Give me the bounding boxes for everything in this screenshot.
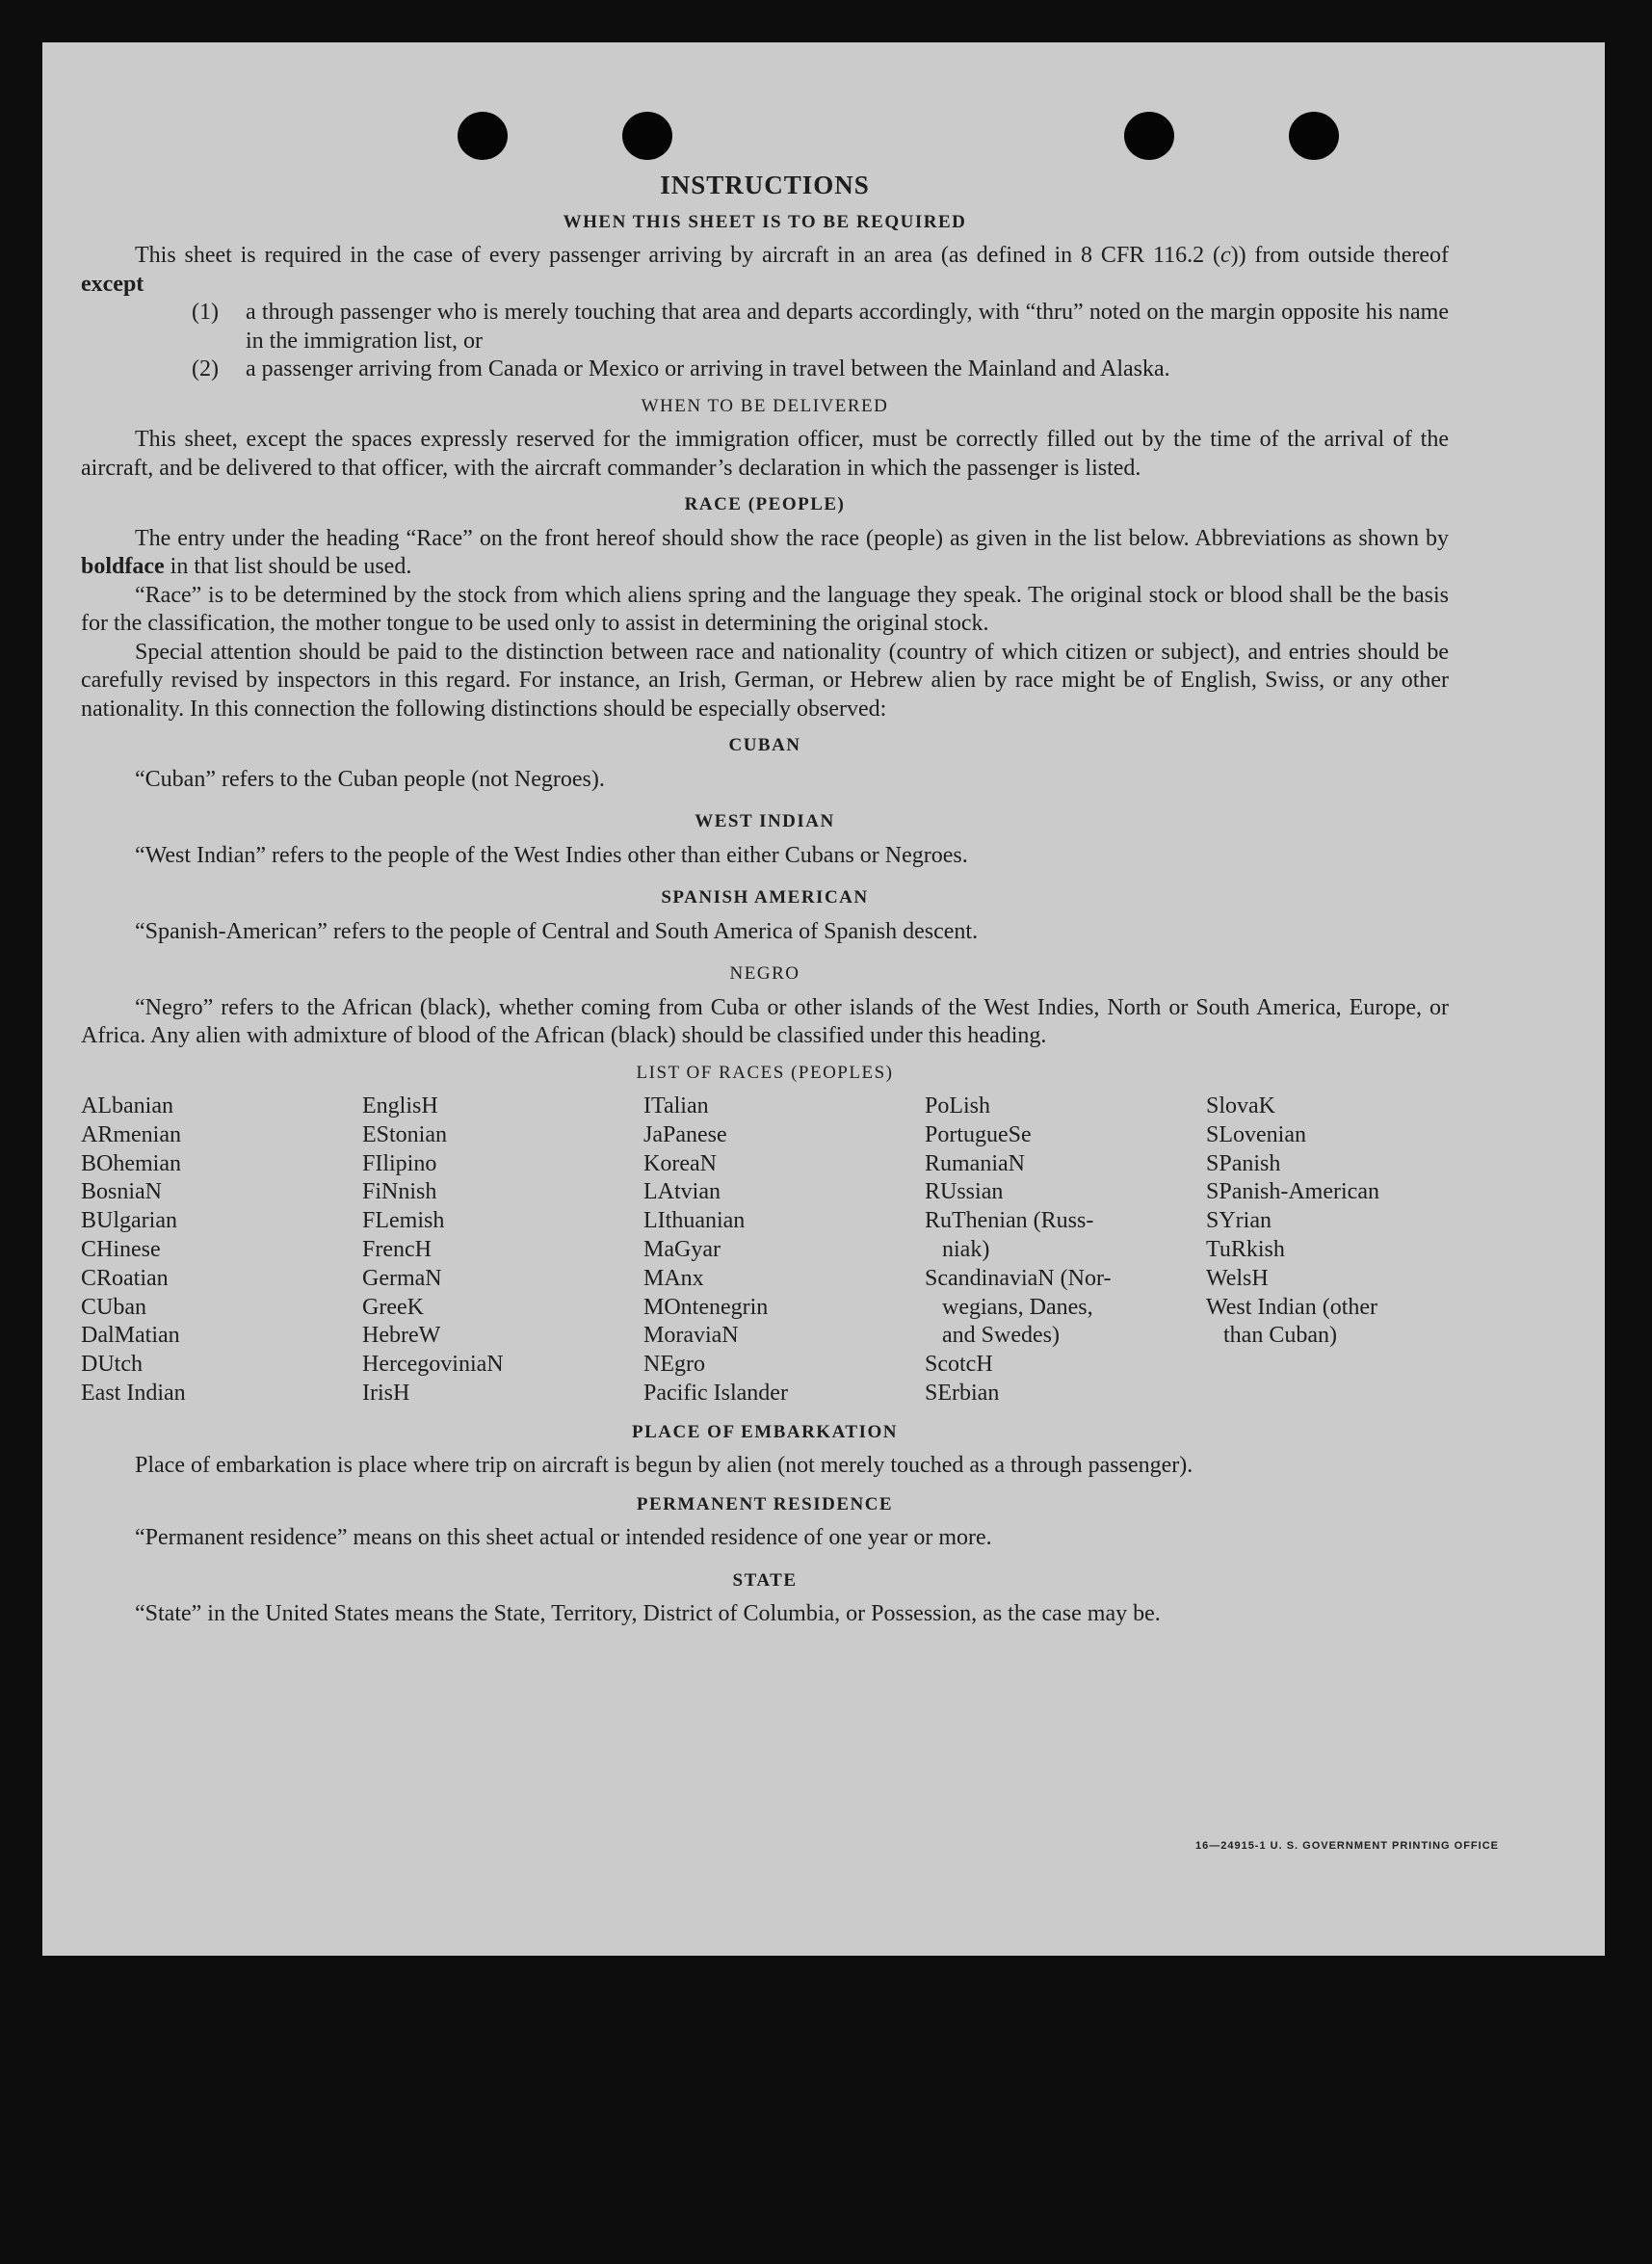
item-text: a passenger arriving from Canada or Mexico or arriving in travel between the Mainland and Alaska. xyxy=(246,356,1170,382)
race-entry: wegians, Danes, xyxy=(925,1294,1093,1320)
race-entry: SPanish-American xyxy=(1206,1179,1379,1205)
section-heading-delivered: WHEN TO BE DELIVERED xyxy=(641,395,889,416)
section-heading-negro: NEGRO xyxy=(729,963,800,984)
section-heading-residence: PERMANENT RESIDENCE xyxy=(636,1493,894,1514)
race-entry: MaGyar xyxy=(643,1236,721,1262)
race-entry: GermaN xyxy=(362,1265,442,1291)
race-entry: ScotcH xyxy=(925,1352,993,1378)
race-entry: ARmenian xyxy=(81,1121,181,1147)
race-entry: BOhemian xyxy=(81,1150,181,1176)
spanish-american-text: “Spanish-American” refers to the people of Central and South America of Spanish descent. xyxy=(135,918,979,944)
race-column xyxy=(81,1093,362,1408)
race-list xyxy=(81,1093,1449,1408)
race-entry: FiNnish xyxy=(362,1179,437,1205)
race-entry: ALbanian xyxy=(81,1093,173,1119)
race-column xyxy=(362,1093,643,1408)
item-number: (2) xyxy=(192,356,219,382)
punch-hole xyxy=(458,112,508,160)
race-entry: ScandinaviaN (Nor- xyxy=(925,1265,1112,1291)
item-number: (1) xyxy=(192,300,219,325)
section-heading-west-indian: WEST INDIAN xyxy=(695,811,835,831)
race-entry: IrisH xyxy=(362,1380,410,1406)
race-entry: East Indian xyxy=(81,1380,186,1406)
race-entry: LIthuanian xyxy=(643,1208,746,1234)
race-entry: LAtvian xyxy=(643,1179,721,1205)
race-entry: MAnx xyxy=(643,1265,704,1291)
punch-hole xyxy=(1124,112,1174,160)
race-entry: MOntenegrin xyxy=(643,1294,769,1320)
race-entry: NEgro xyxy=(643,1352,705,1378)
race-column xyxy=(1206,1093,1487,1408)
race-entry: PoLish xyxy=(925,1093,991,1119)
race-entry: DUtch xyxy=(81,1352,143,1378)
race-entry: CUban xyxy=(81,1294,146,1320)
race-entry: WelsH xyxy=(1206,1265,1269,1291)
race-column xyxy=(925,1093,1206,1408)
race-entry: HebreW xyxy=(362,1323,441,1349)
race-entry: BUlgarian xyxy=(81,1208,177,1234)
race-entry: TuRkish xyxy=(1206,1236,1285,1262)
race-entry: DalMatian xyxy=(81,1323,180,1349)
race-paragraph: The entry under the heading “Race” on the front hereof should show the race (people) as given in the list below. Abbreviations as shown by boldface in that list should be used. xyxy=(81,525,1449,579)
race-entry: SYrian xyxy=(1206,1208,1272,1234)
race-entry: KoreaN xyxy=(643,1150,717,1176)
section-heading-race: RACE (PEOPLE) xyxy=(684,494,846,514)
race-entry: SPanish xyxy=(1206,1150,1281,1176)
section-heading-state: STATE xyxy=(732,1569,798,1591)
race-entry: Pacific Islander xyxy=(643,1380,788,1406)
residence-text: “Permanent residence” means on this sheet actual or intended residence of one year or more. xyxy=(135,1525,992,1551)
race-entry: SLovenian xyxy=(1206,1121,1306,1147)
race-entry: West Indian (other xyxy=(1206,1294,1378,1320)
punch-hole xyxy=(622,112,672,160)
race-paragraph: Special attention should be paid to the distinction between race and nationality (country of which citizen or subject), and entries should be carefully revised by inspectors in this regard. For instance, an Irish, German, or Hebrew alien by race might be of English, Swiss, or any other nationality. In this connection the following distinctions should be especially observed: xyxy=(81,639,1449,722)
negro-text: “Negro” refers to the African (black), whether coming from Cuba or other islands of the West Indies, North or South America, Europe, or Africa. Any alien with admixture of blood of the African (black) should be classified under this heading. xyxy=(81,994,1449,1048)
race-entry: ITalian xyxy=(643,1093,709,1119)
race-entry: and Swedes) xyxy=(925,1323,1060,1349)
race-entry: JaPanese xyxy=(643,1121,727,1147)
race-entry: SErbian xyxy=(925,1380,1000,1406)
race-entry: niak) xyxy=(925,1236,990,1262)
cuban-text: “Cuban” refers to the Cuban people (not Negroes). xyxy=(135,766,605,792)
state-text: “State” in the United States means the State, Territory, District of Columbia, or Possession, as the case may be. xyxy=(135,1601,1161,1627)
section-heading-list: LIST OF RACES (PEOPLES) xyxy=(636,1062,894,1083)
section-heading-cuban: CUBAN xyxy=(728,735,801,755)
race-column xyxy=(643,1093,925,1408)
race-entry: RUssian xyxy=(925,1179,1004,1205)
race-entry: than Cuban) xyxy=(1206,1323,1337,1349)
delivered-text: This sheet, except the spaces expressly reserved for the immigration officer, must be correctly filled out by the time of the arrival of the aircraft, and be delivered to that officer, with the aircraft commander’s declaration in which the passenger is listed. xyxy=(81,427,1449,481)
item-text: a through passenger who is merely touching that area and departs accordingly, with “thru” noted on the margin opposite his name in the immigration list, or xyxy=(246,300,1449,354)
race-entry: EStonian xyxy=(362,1121,447,1147)
race-entry: GreeK xyxy=(362,1294,424,1320)
west-indian-text: “West Indian” refers to the people of the West Indies other than either Cubans or Negroes. xyxy=(135,842,968,868)
section-heading-required: WHEN THIS SHEET IS TO BE REQUIRED xyxy=(563,211,967,232)
section-heading-embarkation: PLACE OF EMBARKATION xyxy=(632,1421,898,1442)
race-entry: MoraviaN xyxy=(643,1323,739,1349)
required-item xyxy=(81,299,1449,355)
required-intro: This sheet is required in the case of every passenger arriving by aircraft in an area (as defined in 8 CFR 116.2 (c)) from outside thereof except xyxy=(81,243,1449,297)
required-item xyxy=(81,355,1449,384)
section-heading-spanish-american: SPANISH AMERICAN xyxy=(661,887,869,908)
race-entry: SlovaK xyxy=(1206,1093,1275,1119)
race-entry: FLemish xyxy=(362,1208,445,1234)
instructions-body xyxy=(81,171,1449,1629)
race-entry: RuThenian (Russ- xyxy=(925,1208,1094,1234)
page-title: INSTRUCTIONS xyxy=(660,171,870,199)
race-entry: HercegoviniaN xyxy=(362,1352,504,1378)
race-entry: FIlipino xyxy=(362,1150,437,1176)
punch-hole xyxy=(1289,112,1339,160)
race-paragraph: “Race” is to be determined by the stock from which aliens spring and the language they speak. The original stock or blood shall be the basis for the classification, the mother tongue to be used only to assist in determining the original stock. xyxy=(81,582,1449,636)
race-entry: CHinese xyxy=(81,1236,161,1262)
race-entry: CRoatian xyxy=(81,1265,169,1291)
race-entry: BosniaN xyxy=(81,1179,162,1205)
race-entry: EnglisH xyxy=(362,1093,438,1119)
race-entry: FrencH xyxy=(362,1236,432,1262)
race-entry: PortugueSe xyxy=(925,1121,1032,1147)
printing-office-code: 16—24915-1 U. S. GOVERNMENT PRINTING OFFICE xyxy=(1194,1840,1499,1852)
embarkation-text: Place of embarkation is place where trip on aircraft is begun by alien (not merely touched as a through passenger). xyxy=(135,1453,1193,1479)
race-entry: RumaniaN xyxy=(925,1150,1025,1176)
